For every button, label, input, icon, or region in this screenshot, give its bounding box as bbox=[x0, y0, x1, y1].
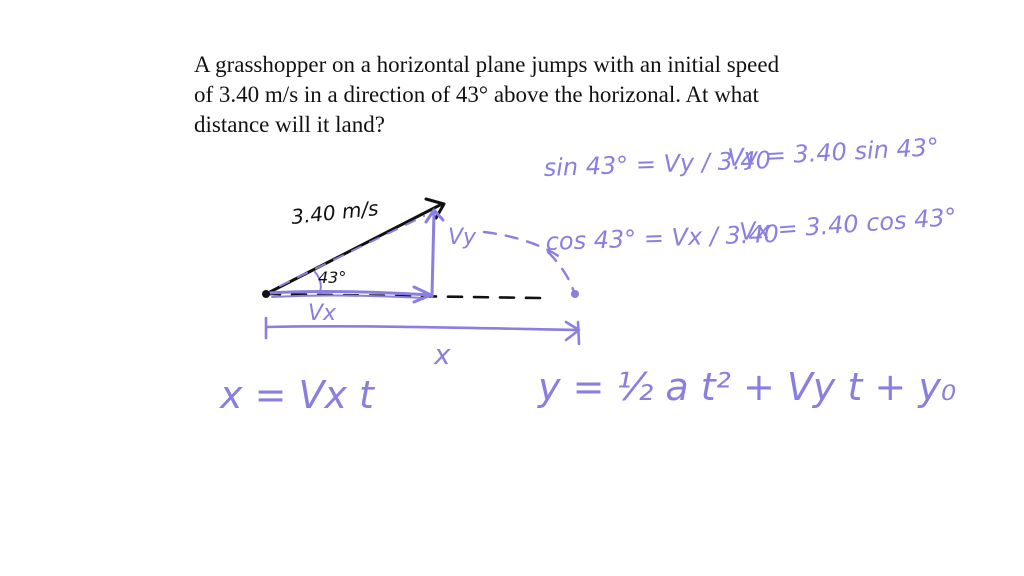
vy-component-line bbox=[426, 210, 443, 296]
cos-ratio-equation: cos 43° = Vx / 3.40 bbox=[545, 219, 780, 256]
problem-line-1: A grasshopper on a horizontal plane jumps with an initial speed bbox=[194, 52, 780, 77]
landing-point bbox=[571, 290, 579, 298]
x-distance-label: x bbox=[434, 338, 451, 371]
vx-label: Vx bbox=[308, 301, 337, 326]
angle-label: 43° bbox=[318, 268, 347, 287]
problem-line-2: of 3.40 m/s in a direction of 43° above the horizonal. At what bbox=[194, 82, 759, 107]
problem-line-3: distance will it land? bbox=[194, 112, 385, 137]
launch-point bbox=[262, 290, 270, 298]
vy-equation: Vy = 3.40 sin 43° bbox=[726, 132, 940, 172]
x-kinematics-equation: x = Vx t bbox=[220, 373, 374, 417]
velocity-label: 3.40 m/s bbox=[290, 195, 380, 229]
y-kinematics-equation: y = ½ a t² + Vy t + y₀ bbox=[538, 365, 957, 409]
vx-equation: Vx = 3.40 cos 43° bbox=[738, 202, 958, 246]
sin-ratio-equation: sin 43° = Vy / 3.40 bbox=[543, 146, 772, 182]
vy-label: Vy bbox=[448, 225, 477, 250]
